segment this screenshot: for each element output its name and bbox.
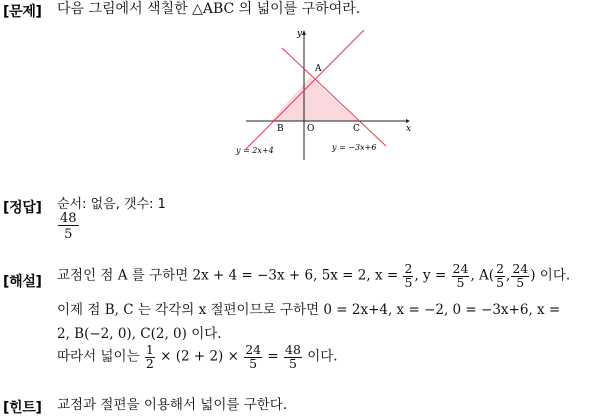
answer-tag: [정답] — [3, 200, 42, 216]
problem-tag: [문제] — [3, 4, 42, 20]
solution-tag: [해설] — [3, 274, 42, 290]
label-point-c: C — [353, 124, 360, 134]
solution-line-4 — [57, 344, 338, 370]
fraction-1-2: $\frac{1}{2}$ — [145, 342, 154, 371]
x-axis-label: x — [406, 124, 412, 134]
solution-line1-mid: , y = — [414, 267, 447, 284]
hint-tag: [힌트] — [3, 400, 42, 416]
fraction-24-5-a: $\frac{24}{5}$ — [452, 261, 469, 290]
solution-line-1 — [57, 263, 570, 289]
label-origin: O — [307, 124, 315, 134]
graph-figure — [228, 24, 418, 168]
line1-label: y = 2x+4 — [236, 146, 274, 155]
fraction-24-5-c: $\frac{24}{5}$ — [245, 342, 262, 371]
solution-line4-post: 이다. — [307, 348, 338, 365]
answer-numerator: 48 — [60, 211, 77, 226]
fraction-48-5: $\frac{48}{5}$ — [285, 342, 301, 371]
solution-line4-pre: 따라서 넓이는 — [57, 348, 140, 365]
label-point-b: B — [277, 124, 284, 134]
answer-fraction — [58, 212, 79, 241]
hint-text: 교점과 절편을 이용해서 넓이를 구한다. — [57, 397, 288, 413]
fraction-24-5-b: $\frac{24}{5}$ — [512, 261, 529, 290]
solution-line1-pre: 교점인 점 A 를 구하면 2x + 4 = −3x + 6, 5x = 2, x = — [57, 267, 399, 284]
solution-line-3: 2, B(−2, 0), C(2, 0) 이다. — [57, 326, 222, 342]
x-axis-arrow — [406, 119, 410, 123]
fraction-2-5-a: $\frac{2}{5}$ — [404, 261, 413, 290]
shaded-triangle — [271, 77, 358, 121]
answer-denominator: 5 — [64, 227, 73, 242]
y-axis-arrow — [302, 30, 306, 35]
label-point-a: A — [315, 64, 322, 74]
y-axis-label: y — [297, 29, 303, 39]
solution-line4-mid2: = — [267, 348, 279, 365]
line2-label: y = −3x+6 — [332, 143, 377, 152]
solution-line1-post: ) 이다. — [530, 267, 571, 284]
fraction-2-5-b: $\frac{2}{5}$ — [496, 261, 505, 290]
answer-meta: 순서: 없음, 갯수: 1 — [57, 197, 166, 212]
solution-line1-mid2: , A( — [470, 267, 495, 284]
problem-text: 다음 그림에서 색칠한 △ABC 의 넓이를 구하여라. — [57, 1, 361, 17]
solution-line1-mid3: , — [506, 267, 511, 284]
solution-line-2: 이제 점 B, C 는 각각의 x 절편이므로 구하면 0 = 2x+4, x = −2, 0 = −3x+6, x = — [57, 302, 561, 318]
solution-line4-mid: × (2 + 2) × — [160, 348, 239, 365]
graph-svg — [228, 24, 418, 164]
line-y-2x-plus-4 — [246, 30, 364, 149]
